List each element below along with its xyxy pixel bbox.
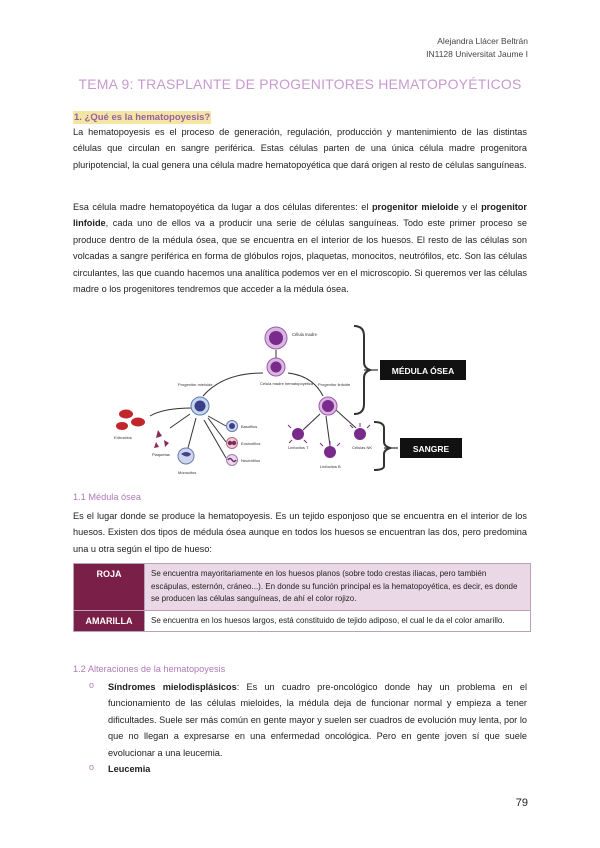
arrow-to-erythrocytes: [150, 408, 193, 416]
arrow-to-nk: [336, 410, 356, 428]
paragraph-intro: La hematopoyesis es el proceso de generación, regulación, producción y mantenimiento de las distintas células que circulan en sangre periférica. Estas células parten de una única célula madre progenitora pluripotencial, la cual genera una célula madre hematopoyética que dará origen al resto de células sanguíneas.: [73, 127, 527, 170]
list-item: [108, 679, 527, 761]
basophils-icon: [227, 421, 238, 432]
arrow-to-neutrophils: [204, 420, 226, 458]
list-item-title: Síndromes mielodisplásicos: [108, 682, 237, 692]
label-hsc: Célula madre hematopoyética: [260, 381, 314, 386]
text-run: Esa célula madre hematopoyética da lugar a dos células diferentes: el: [73, 202, 372, 212]
platelets-icon: [154, 430, 169, 448]
label-basophils: Basófilos: [241, 424, 258, 429]
page-title: TEMA 9: TRASPLANTE DE PROGENITORES HEMATOPOYÉTICOS: [78, 76, 522, 92]
table-value: Se encuentra mayoritariamente en los huesos planos (sobre todo crestas iliacas, pero también escápulas, esternón, cráneo...). En donde su función principal es la hematopoyética, es decir, es donde se producen las células sanguíneas, de ahí el color rojizo.: [145, 564, 531, 611]
subsection-heading: 1.2 Alteraciones de la hematopoyesis: [73, 664, 226, 674]
list-item-title: Leucemia: [108, 764, 151, 774]
arrow-to-monocytes: [188, 418, 196, 448]
marrow-types-table: [73, 563, 531, 632]
label-erythrocytes: Eritrocitos: [114, 435, 132, 440]
hematopoiesis-diagram: [108, 318, 478, 478]
section-heading: 1. ¿Qué es la hematopoyesis?: [74, 112, 211, 123]
eosinophils-icon: [227, 438, 238, 449]
paragraph-marrow: Es el lugar donde se produce la hematopoyesis. Es un tejido esponjoso que se encuentra en el interior de los huesos. Existen dos tipos de médula ósea aunque en todos los huesos se encuentran las dos, pero predomina una u otra según el tipo de hueso:: [73, 511, 527, 554]
t-lymphocytes-icon: [288, 425, 308, 443]
myeloid-progenitor-icon: [191, 397, 209, 415]
label-nk: Células NK: [352, 445, 373, 450]
bold-term: progenitor mieloide: [371, 202, 459, 212]
text-run: y el: [458, 202, 482, 212]
erythrocytes-icon: [116, 410, 145, 431]
blood-bracket: [374, 422, 390, 470]
text-run: , cada uno de ellos va a producir una serie de células sanguíneas. Todo este primer proceso se produce dentro de la médula ósea, que se encuentra en el interior de los huesos. El resto de las células son volcadas a sangre periférica en forma de glóbulos rojos, plaquetas, monocitos, neutrófilos, etc. Son las células circulantes, las que cuando hacemos una analítica podemos ver en el microscopio. Si queremos ver las células madre o los progenitores tendremos que acceder a la médula ósea.: [73, 218, 527, 295]
header-course: IN1128 Universitat Jaume I: [426, 49, 528, 59]
marrow-label: MÉDULA ÓSEA: [391, 366, 455, 376]
label-lymphoid: Progenitor linfoide: [318, 382, 351, 387]
header-author: Alejandra Llácer Beltrán: [437, 36, 528, 46]
label-neutrophils: Neutrófilos: [241, 458, 261, 463]
lymphoid-progenitor-icon: [319, 397, 337, 415]
page-number: 79: [515, 797, 528, 809]
table-key: ROJA: [74, 564, 145, 611]
label-myeloid: Progenitor mieloide: [178, 382, 213, 387]
bullet-icon: o: [89, 680, 95, 690]
subsection-heading: 1.1 Médula ósea: [73, 492, 141, 502]
arrow-to-platelets: [170, 414, 190, 428]
blood-label: SANGRE: [412, 444, 450, 454]
neutrophils-icon: [227, 455, 238, 466]
arrow-to-eosinophils: [208, 418, 226, 442]
label-platelets: Plaquetas: [152, 452, 170, 457]
table-value: Se encuentra en los huesos largos, está constituido de tejido adiposo, el cual le da el color amarillo.: [145, 610, 531, 632]
bold-term: progenitor linfoide: [73, 202, 527, 229]
label-t-lymphocytes: Linfocitos T: [288, 445, 309, 450]
label-monocytes: Monocitos: [178, 470, 197, 475]
list-item-text: : Es un cuadro pre-oncológico donde hay un problema en el funcionamiento de las células mieloides, la médula deja de funcionar normal y empieza a tener dificultades. Suele ser más común en gente mayor y suelen ser cuadros de evolución muy lenta, por lo que no llegan a expresarse en una enfermedad oncológica. Pero en gente joven sí que suele evolucionar a una leucemia.: [108, 682, 527, 758]
monocytes-icon: [178, 448, 194, 464]
bullet-icon: o: [89, 762, 95, 772]
hsc-cell-icon: [267, 358, 285, 376]
table-row: [74, 564, 531, 611]
stem-cell-icon: [265, 327, 287, 349]
b-lymphocytes-icon: [320, 441, 340, 458]
table-row: [74, 610, 531, 632]
list-item: [108, 761, 527, 777]
label-eosinophils: Eosinófilos: [241, 441, 261, 446]
label-stem: Célula madre: [292, 332, 317, 337]
paragraph-progenitors: [73, 199, 527, 297]
arrow-to-b-cells: [326, 416, 330, 446]
label-b-lymphocytes: Linfocitos B: [320, 464, 341, 469]
table-key: AMARILLA: [74, 610, 145, 632]
